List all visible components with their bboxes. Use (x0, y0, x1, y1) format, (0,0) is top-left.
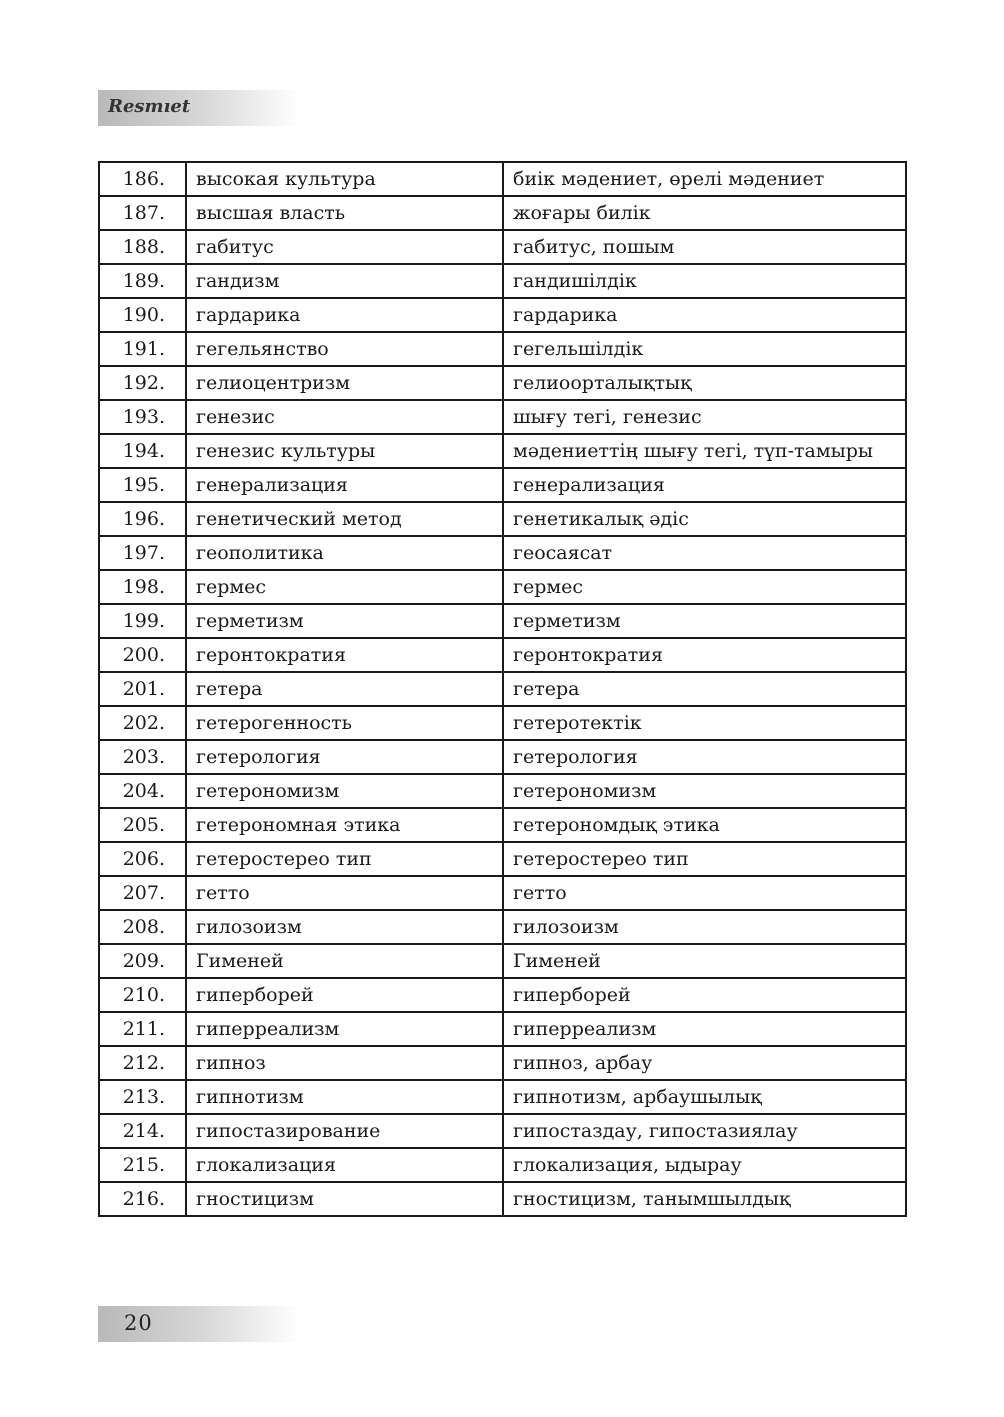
row-number: 202. (99, 706, 186, 740)
table-row (99, 604, 906, 638)
row-number: 191. (99, 332, 186, 366)
table-row (99, 672, 906, 706)
russian-term: гетерогенность (186, 706, 503, 740)
kazakh-term: гетто (503, 876, 906, 910)
table-row (99, 808, 906, 842)
russian-term: Гименей (186, 944, 503, 978)
row-number: 211. (99, 1012, 186, 1046)
russian-term: гетерология (186, 740, 503, 774)
table-row (99, 366, 906, 400)
row-number: 196. (99, 502, 186, 536)
russian-term: гипноз (186, 1046, 503, 1080)
row-number: 216. (99, 1182, 186, 1216)
russian-term: гностицизм (186, 1182, 503, 1216)
table-row (99, 876, 906, 910)
row-number: 198. (99, 570, 186, 604)
row-number: 201. (99, 672, 186, 706)
running-header (98, 90, 300, 126)
table-row (99, 332, 906, 366)
row-number: 193. (99, 400, 186, 434)
row-number: 192. (99, 366, 186, 400)
glossary-body (99, 162, 906, 1216)
table-row (99, 740, 906, 774)
row-number: 205. (99, 808, 186, 842)
page-number: 20 (124, 1311, 153, 1335)
kazakh-term: гностицизм, танымшылдық (503, 1182, 906, 1216)
table-row (99, 298, 906, 332)
russian-term: высшая власть (186, 196, 503, 230)
table-row (99, 570, 906, 604)
table-row (99, 230, 906, 264)
russian-term: генезис (186, 400, 503, 434)
table-row (99, 706, 906, 740)
kazakh-term: гипноз, арбау (503, 1046, 906, 1080)
row-number: 199. (99, 604, 186, 638)
table-row (99, 1148, 906, 1182)
row-number: 206. (99, 842, 186, 876)
russian-term: герметизм (186, 604, 503, 638)
kazakh-term: гилозоизм (503, 910, 906, 944)
kazakh-term: герметизм (503, 604, 906, 638)
russian-term: глокализация (186, 1148, 503, 1182)
kazakh-term: генерализация (503, 468, 906, 502)
table-row (99, 1080, 906, 1114)
russian-term: гандизм (186, 264, 503, 298)
kazakh-term: гетеростерео тип (503, 842, 906, 876)
kazakh-term: гелиоорталықтық (503, 366, 906, 400)
table-row (99, 468, 906, 502)
russian-term: гипнотизм (186, 1080, 503, 1114)
kazakh-term: гетерономизм (503, 774, 906, 808)
row-number: 189. (99, 264, 186, 298)
row-number: 209. (99, 944, 186, 978)
row-number: 194. (99, 434, 186, 468)
table-row (99, 978, 906, 1012)
row-number: 215. (99, 1148, 186, 1182)
russian-term: высокая культура (186, 162, 503, 196)
row-number: 213. (99, 1080, 186, 1114)
kazakh-term: гандишілдік (503, 264, 906, 298)
table-row (99, 1012, 906, 1046)
russian-term: гетеростерео тип (186, 842, 503, 876)
table-row (99, 502, 906, 536)
table-row (99, 1046, 906, 1080)
table-row (99, 1114, 906, 1148)
table-row (99, 264, 906, 298)
russian-term: гиперреализм (186, 1012, 503, 1046)
row-number: 186. (99, 162, 186, 196)
russian-term: гегельянство (186, 332, 503, 366)
kazakh-term: гиперборей (503, 978, 906, 1012)
header-label: Resmıet (108, 96, 191, 117)
kazakh-term: геронтократия (503, 638, 906, 672)
table-row (99, 944, 906, 978)
kazakh-term: габитус, пошым (503, 230, 906, 264)
russian-term: гермес (186, 570, 503, 604)
russian-term: генезис культуры (186, 434, 503, 468)
row-number: 203. (99, 740, 186, 774)
table-row (99, 196, 906, 230)
kazakh-term: гегельшілдік (503, 332, 906, 366)
kazakh-term: мәдениеттің шығу тегі, түп-тамыры (503, 434, 906, 468)
table-row (99, 536, 906, 570)
kazakh-term: генетикалық әдіс (503, 502, 906, 536)
russian-term: гипостазирование (186, 1114, 503, 1148)
russian-term: габитус (186, 230, 503, 264)
row-number: 207. (99, 876, 186, 910)
kazakh-term: гардарика (503, 298, 906, 332)
row-number: 200. (99, 638, 186, 672)
page-footer (98, 1306, 300, 1342)
russian-term: генетический метод (186, 502, 503, 536)
row-number: 197. (99, 536, 186, 570)
russian-term: гардарика (186, 298, 503, 332)
russian-term: гетерономная этика (186, 808, 503, 842)
table-row (99, 638, 906, 672)
kazakh-term: гетеротектік (503, 706, 906, 740)
kazakh-term: гетерология (503, 740, 906, 774)
kazakh-term: гипнотизм, арбаушылық (503, 1080, 906, 1114)
table-row (99, 842, 906, 876)
row-number: 212. (99, 1046, 186, 1080)
table-row (99, 400, 906, 434)
russian-term: геополитика (186, 536, 503, 570)
kazakh-term: шығу тегі, генезис (503, 400, 906, 434)
kazakh-term: глокализация, ыдырау (503, 1148, 906, 1182)
row-number: 204. (99, 774, 186, 808)
row-number: 195. (99, 468, 186, 502)
table-row (99, 1182, 906, 1216)
russian-term: гетера (186, 672, 503, 706)
row-number: 187. (99, 196, 186, 230)
kazakh-term: Гименей (503, 944, 906, 978)
kazakh-term: гермес (503, 570, 906, 604)
row-number: 190. (99, 298, 186, 332)
kazakh-term: биік мәдениет, өрелі мәдениет (503, 162, 906, 196)
russian-term: генерализация (186, 468, 503, 502)
kazakh-term: гетера (503, 672, 906, 706)
table-row (99, 162, 906, 196)
glossary-table (98, 161, 907, 1217)
kazakh-term: геосаясат (503, 536, 906, 570)
russian-term: гелиоцентризм (186, 366, 503, 400)
russian-term: гилозоизм (186, 910, 503, 944)
table-row (99, 434, 906, 468)
row-number: 214. (99, 1114, 186, 1148)
kazakh-term: жоғары билік (503, 196, 906, 230)
russian-term: геронтократия (186, 638, 503, 672)
table-row (99, 910, 906, 944)
russian-term: гетто (186, 876, 503, 910)
kazakh-term: гетерономдық этика (503, 808, 906, 842)
table-row (99, 774, 906, 808)
kazakh-term: гиперреализм (503, 1012, 906, 1046)
kazakh-term: гипостаздау, гипостазиялау (503, 1114, 906, 1148)
row-number: 210. (99, 978, 186, 1012)
row-number: 188. (99, 230, 186, 264)
russian-term: гетерономизм (186, 774, 503, 808)
russian-term: гиперборей (186, 978, 503, 1012)
row-number: 208. (99, 910, 186, 944)
